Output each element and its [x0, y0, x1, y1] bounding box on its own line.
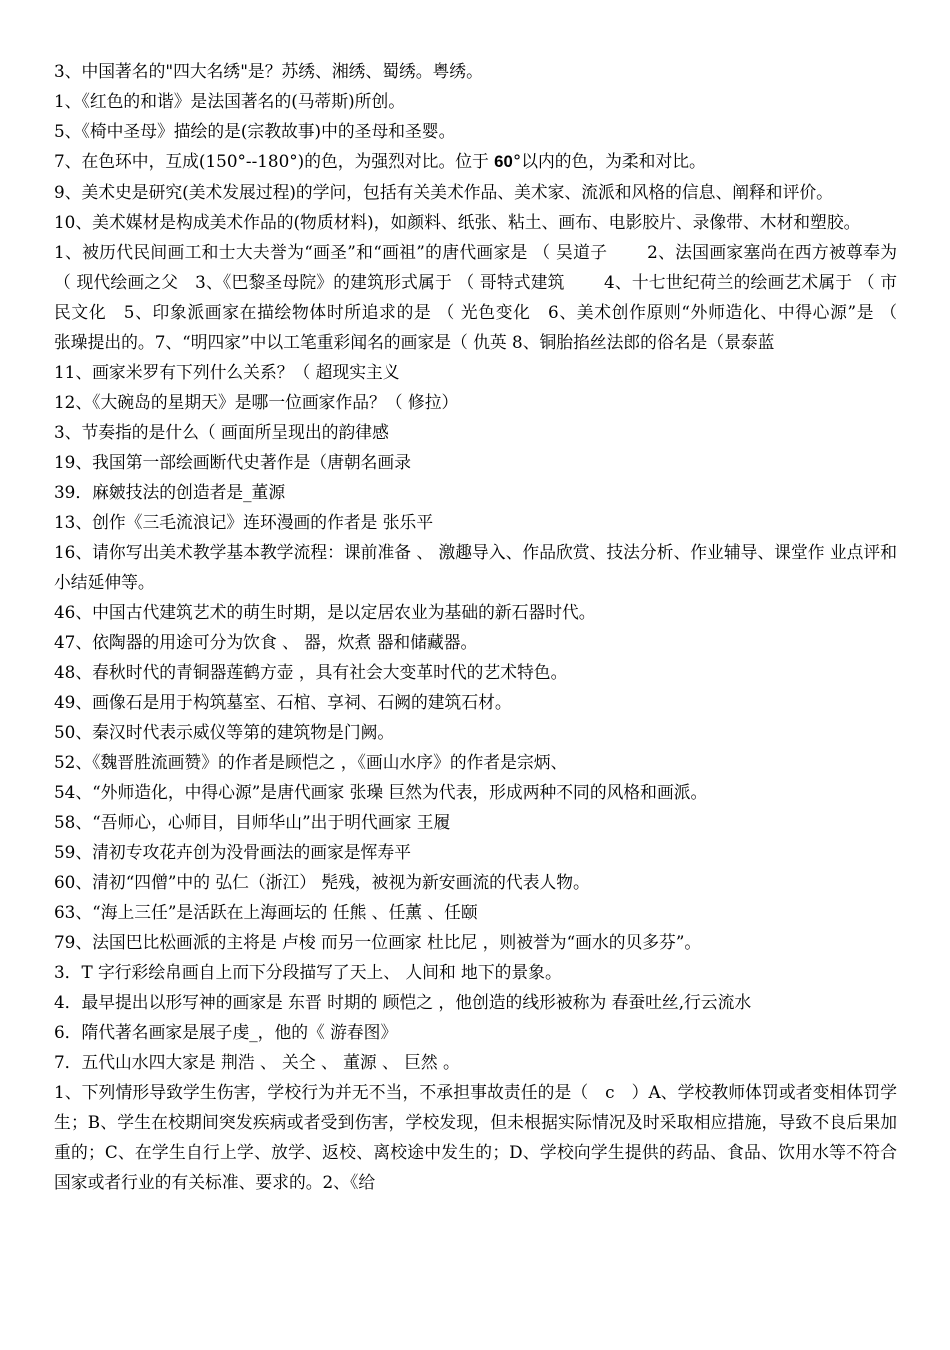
paragraph-7: 1、被历代民间画工和士大夫誉为“画圣”和“画祖”的唐代画家是 （ 吴道子 2、法国画家塞尚在西方被尊奉为 （ 现代绘画之父 3、《巴黎圣母院》的建筑形式属于 （ 哥特式建筑 4、十七世纪荷兰的绘画艺术属于 （ 市民文化 5、印象派画家在描绘物体时所追求的是 （ 光色变化 6、美术创作原则“外师造化、中得心源”是 （ 张璪提出的。7、“明四家”中以工笔重彩闻名的画家是（ 仇英 8、铜胎掐丝法郎的俗名是（景泰蓝 [54, 242, 914, 352]
paragraph-10: 3、节奏指的是什么（ 画面所呈现出的韵律感 [54, 422, 389, 442]
paragraph-14: 16、请你写出美术教学基本教学流程：课前准备 、 激趣导入、作品欣赏、技法分析、作业辅导、课堂作 业点评和小结延伸等。 [54, 542, 897, 592]
paragraph-26: 79、法国巴比松画派的主将是 卢梭 而另一位画家 杜比尼 ，则被誉为“画水的贝多芬”。 [54, 932, 702, 952]
paragraph-8: 11、画家米罗有下列什么关系？（ 超现实主义 [54, 362, 400, 382]
paragraph-11: 19、我国第一部绘画断代史著作是（唐朝名画录 [54, 452, 411, 472]
paragraph-17: 48、春秋时代的青铜器莲鹤方壶 ，具有社会大变革时代的艺术特色。 [54, 662, 568, 682]
paragraph-13: 13、创作《三毛流浪记》连环漫画的作者是 张乐平 [54, 512, 434, 532]
paragraph-9: 12、《大碗岛的星期天》是哪一位画家作品？（ 修拉） [54, 392, 459, 412]
paragraph-15: 46、中国古代建筑艺术的萌生时期，是以定居农业为基础的新石器时代。 [54, 602, 596, 622]
paragraph-23: 59、清初专攻花卉创为没骨画法的画家是恽寿平 [54, 842, 411, 862]
paragraph-3: 5、《椅中圣母》描绘的是(宗教故事)中的圣母和圣婴。 [54, 121, 456, 141]
paragraph-20: 52、《魏晋胜流画赞》的作者是顾恺之 ，《画山水序》的作者是宗炳、 [54, 752, 568, 772]
paragraph-30: 7．五代山水四大家是 荆浩 、 关仝 、 董源 、 巨然 。 [54, 1052, 460, 1072]
paragraph-24: 60、清初“四僧”中的 弘仁（浙江） 髡残，被视为新安画流的代表人物。 [54, 872, 590, 892]
paragraph-12: 39．麻皴技法的创造者是_董源 [54, 482, 286, 502]
paragraph-5: 9、美术史是研究(美术发展过程)的学问，包括有关美术作品、美术家、流派和风格的信息、阐释和评价。 [54, 182, 833, 202]
paragraph-4-bold-number: 60 [494, 152, 513, 171]
paragraph-19: 50、秦汉时代表示威仪等第的建筑物是门阙。 [54, 722, 395, 742]
paragraph-16: 47、依陶器的用途可分为饮食 、 器，炊煮 器和储藏器。 [54, 632, 478, 652]
paragraph-18: 49、画像石是用于构筑墓室、石棺、享祠、石阙的建筑石材。 [54, 692, 512, 712]
paragraph-6: 10、美术媒材是构成美术作品的(物质材料)，如颜料、纸张、粘土、画布、电影胶片、录像带、木材和塑胶。 [54, 212, 861, 232]
paragraph-4-before: 7、在色环中，互成(150°--180°)的色，为强烈对比。位于 [54, 151, 495, 171]
document-page [54, 56, 914, 1197]
paragraph-1: 3、中国著名的"四大名绣"是？苏绣、湘绣、蜀绣。粤绣。 [54, 61, 483, 81]
paragraph-25: 63、“海上三任”是活跃在上海画坛的 任熊 、任薰 、任颐 [54, 902, 478, 922]
paragraph-31: 1、下列情形导致学生伤害，学校行为并无不当，不承担事故责任的是（ c ）A、学校教师体罚或者变相体罚学生；B、学生在校期间突发疾病或者受到伤害，学校发现，但未根据实际情况及时采取相应措施，导致不良后果加重的；C、在学生自行上学、放学、返校、离校途中发生的；D、学校向学生提供的药品、食品、饮用水等不符合国家或者行业的有关标准、要求的。2、《给 [54, 1082, 897, 1192]
paragraph-22: 58、“吾师心，心师目，目师华山”出于明代画家 王履 [54, 812, 451, 832]
paragraph-29: 6．隋代著名画家是展子虔_，他的《 游春图》 [54, 1022, 398, 1042]
paragraph-4-after: °以内的色，为柔和对比。 [512, 151, 706, 171]
paragraph-2: 1、《红色的和谐》是法国著名的(马蒂斯)所创。 [54, 91, 406, 111]
paragraph-21: 54、“外师造化，中得心源”是唐代画家 张璪 巨然为代表，形成两种不同的风格和画派。 [54, 782, 708, 802]
paragraph-28: 4．最早提出以形写神的画家是 东晋 时期的 顾恺之 ，他创造的线形被称为 春蚕吐丝,行云流水 [54, 992, 752, 1012]
paragraph-27: 3．T 字行彩绘帛画自上而下分段描写了天上、 人间和 地下的景象。 [54, 962, 562, 982]
paragraph-4 [54, 146, 897, 177]
